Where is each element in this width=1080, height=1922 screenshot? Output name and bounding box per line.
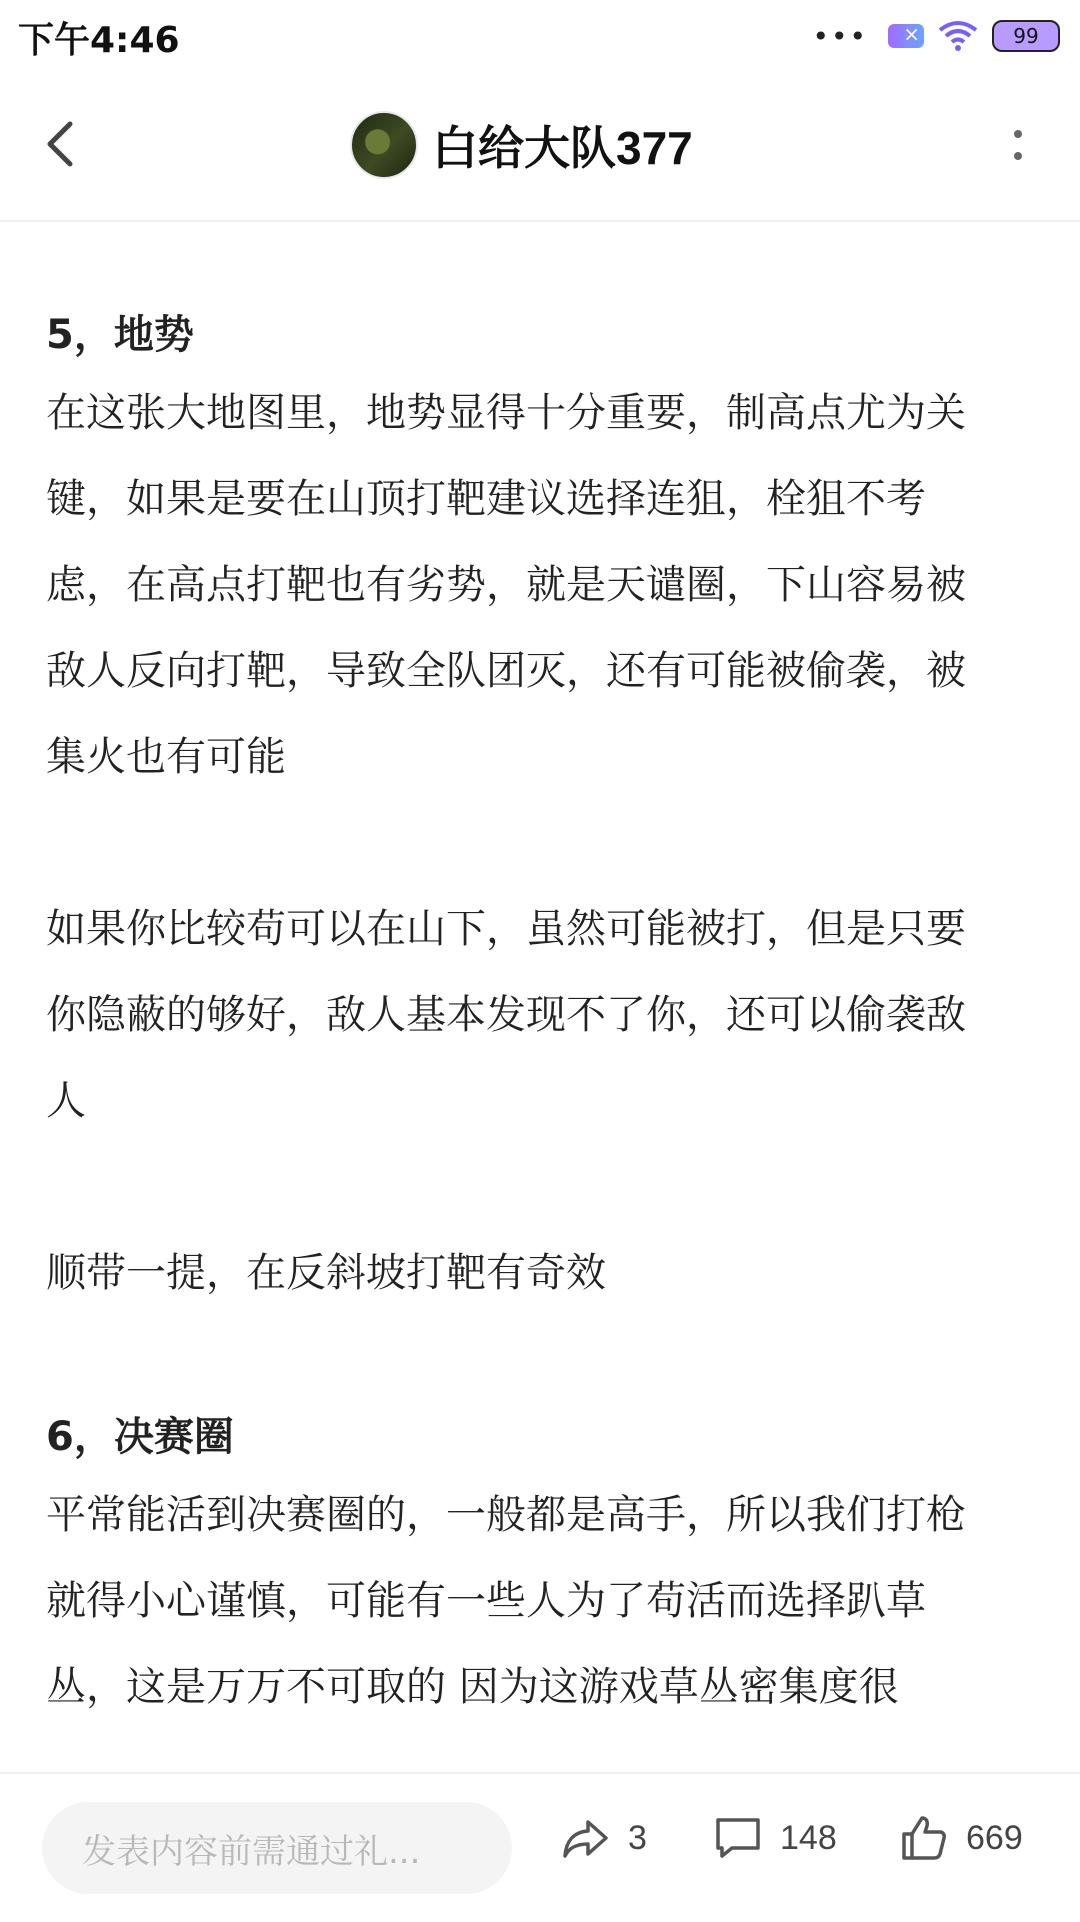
status-bar — [0, 0, 1080, 70]
paragraph-line: 集火也有可能 — [46, 734, 286, 780]
share-icon — [560, 1812, 612, 1864]
like-count: 669 — [966, 1818, 1023, 1857]
back-chevron-icon[interactable] — [36, 116, 92, 172]
share-button[interactable] — [560, 1812, 647, 1864]
paragraph-spacer — [46, 800, 1046, 886]
avatar[interactable] — [350, 111, 418, 179]
paragraph-line: 顺带一提，在反斜坡打靶有奇效 — [46, 1250, 606, 1296]
section-heading: 5，地势 — [46, 312, 194, 358]
paragraph-line: 就得小心谨慎，可能有一些人为了苟活而选择趴草 — [46, 1578, 926, 1624]
paragraph-spacer — [46, 1144, 1046, 1230]
thumbs-up-icon — [898, 1812, 950, 1864]
paragraph-line: 如果你比较苟可以在山下，虽然可能被打，但是只要 — [46, 906, 966, 952]
paragraph-line: 平常能活到决赛圈的，一般都是高手，所以我们打枪 — [46, 1492, 966, 1538]
paragraph-line: 在这张大地图里，地势显得十分重要，制高点尤为关 — [46, 390, 966, 436]
like-button[interactable] — [898, 1812, 1023, 1864]
status-icons — [812, 16, 1060, 56]
section-heading: 6，决赛圈 — [46, 1414, 234, 1460]
paragraph-line: 人 — [46, 1078, 86, 1124]
comment-placeholder: 发表内容前需通过礼... — [82, 1831, 421, 1872]
paragraph-line: 丛，这是万万不可取的 因为这游戏草丛密集度很 — [46, 1664, 899, 1710]
more-notifications-icon: ••• — [812, 19, 868, 53]
comment-button[interactable] — [712, 1812, 837, 1864]
vpn-icon — [888, 24, 924, 48]
paragraph-line: 键，如果是要在山顶打靶建议选择连狙，栓狙不考 — [46, 476, 926, 522]
page-title: 白给大队377 — [432, 122, 693, 174]
battery-indicator: 99 — [992, 20, 1060, 52]
wifi-icon — [938, 20, 978, 52]
paragraph-spacer — [46, 1316, 1046, 1402]
author-info[interactable] — [350, 110, 693, 180]
share-count: 3 — [628, 1818, 647, 1857]
more-vertical-icon[interactable] — [1008, 122, 1028, 172]
top-nav-bar — [0, 70, 1080, 222]
comment-input[interactable] — [42, 1802, 512, 1894]
paragraph-line: 敌人反向打靶，导致全队团灭，还有可能被偷袭，被 — [46, 648, 966, 694]
paragraph-line: 虑，在高点打靶也有劣势，就是天谴圈，下山容易被 — [46, 562, 966, 608]
comment-icon — [712, 1812, 764, 1864]
bottom-action-bar — [0, 1772, 1080, 1922]
article-body — [46, 300, 1046, 1730]
status-time: 下午4:46 — [18, 20, 180, 61]
comment-count: 148 — [780, 1818, 837, 1857]
paragraph-line: 你隐蔽的够好，敌人基本发现不了你，还可以偷袭敌 — [46, 992, 966, 1038]
